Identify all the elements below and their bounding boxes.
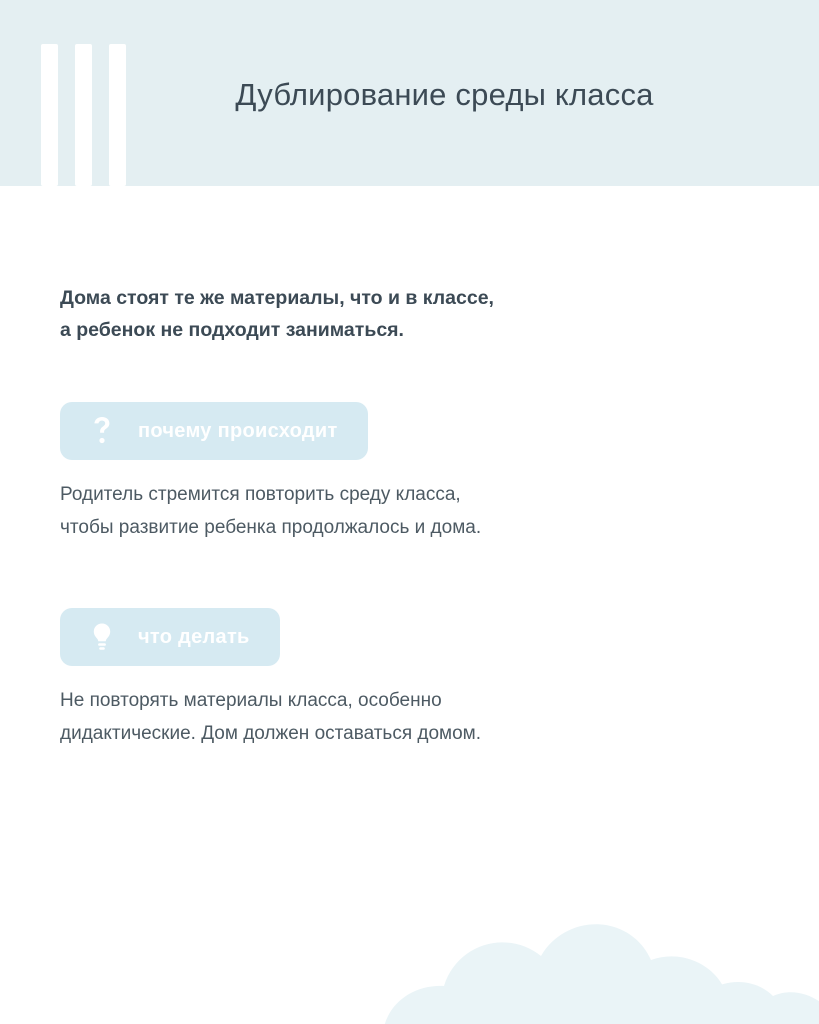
question-mark-icon [82, 415, 122, 447]
paragraph-line: Родитель стремится повторить среду класса, [60, 484, 461, 505]
lead-line: Дома стоят те же материалы, что и в классе, [60, 287, 494, 309]
cloud-decoration [329, 834, 819, 1024]
lead-paragraph [60, 282, 759, 346]
header-banner [0, 0, 819, 186]
paragraph-why [60, 478, 759, 544]
chip-what-to-do-label: что делать [138, 625, 250, 648]
chip-why-label: почему происходит [138, 419, 338, 442]
page-title: Дублирование среды класса [235, 77, 654, 112]
lead-line: а ребенок не подходит заниматься. [60, 319, 404, 341]
chip-why [60, 402, 368, 460]
paragraph-line: дидактические. Дом должен оставаться домом. [60, 723, 482, 744]
paragraph-line: Не повторять материалы класса, особенно [60, 690, 442, 711]
block-why [60, 402, 759, 544]
lightbulb-icon [82, 621, 122, 653]
paragraph-line: чтобы развитие ребенка продолжалось и дома. [60, 517, 482, 538]
main-content [0, 282, 819, 750]
paragraph-what-to-do [60, 684, 759, 750]
chip-what-to-do [60, 608, 280, 666]
block-what-to-do [60, 608, 759, 750]
